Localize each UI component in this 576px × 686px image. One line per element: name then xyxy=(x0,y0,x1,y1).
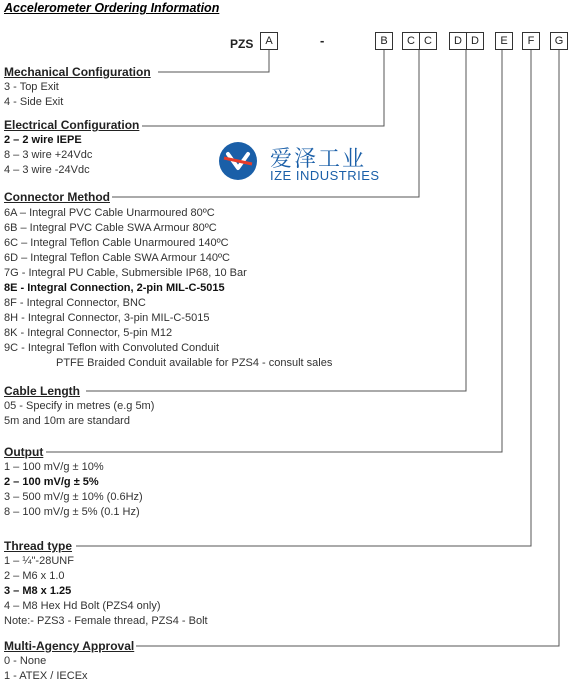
code-box-d1: D xyxy=(449,32,467,50)
heading-cable-length: Cable Length xyxy=(4,384,81,398)
heading-electrical: Electrical Configuration xyxy=(4,118,140,132)
code-box-c2: C xyxy=(419,32,437,50)
list-item: 8K - Integral Connector, 5-pin M12 xyxy=(4,327,173,339)
heading-output: Output xyxy=(4,445,44,459)
list-item: 1 – 100 mV/g ± 10% xyxy=(4,461,104,473)
code-box-c1: C xyxy=(402,32,420,50)
list-item: 6B – Integral PVC Cable SWA Armour 80ºC xyxy=(4,222,217,234)
list-item: 6A – Integral PVC Cable Unarmoured 80ºC xyxy=(4,207,215,219)
list-item: 7G - Integral PU Cable, Submersible IP68, 10 Bar xyxy=(4,267,247,279)
heading-mechanical: Mechanical Configuration xyxy=(4,65,151,79)
list-item: 8F - Integral Connector, BNC xyxy=(4,297,146,309)
code-box-f: F xyxy=(522,32,540,50)
list-item: PTFE Braided Conduit available for PZS4 - consult sales xyxy=(56,357,333,369)
list-item: 3 – 500 mV/g ± 10% (0.6Hz) xyxy=(4,491,143,503)
code-box-e: E xyxy=(495,32,513,50)
list-item: 2 – 100 mV/g ± 5% xyxy=(4,476,99,488)
code-dash: - xyxy=(320,33,325,48)
logo-chinese-name: 爱泽工业 xyxy=(270,147,367,172)
line-mechanical xyxy=(158,50,269,72)
heading-thread-type: Thread type xyxy=(4,539,73,553)
list-item: 5m and 10m are standard xyxy=(4,415,130,427)
line-electrical xyxy=(142,50,384,126)
list-item: 3 - Top Exit xyxy=(4,81,59,93)
list-item: 4 – M8 Hex Hd Bolt (PZS4 only) xyxy=(4,600,161,612)
list-item: 8 – 100 mV/g ± 5% (0.1 Hz) xyxy=(4,506,140,518)
list-item: 0 - None xyxy=(4,655,47,667)
code-box-d2: D xyxy=(466,32,484,50)
code-box-a: A xyxy=(260,32,278,50)
list-item: 8H - Integral Connector, 3-pin MIL-C-5015 xyxy=(4,312,210,324)
list-item: 9C - Integral Teflon with Convoluted Conduit xyxy=(4,342,220,354)
list-item: 8E - Integral Connection, 2-pin MIL-C-5015 xyxy=(4,282,225,294)
list-item: 6C – Integral Teflon Cable Unarmoured 140ºC xyxy=(4,237,229,249)
list-item: 6D – Integral Teflon Cable SWA Armour 140ºC xyxy=(4,252,230,264)
list-item: 2 – 2 wire IEPE xyxy=(4,134,82,146)
list-item: 3 – M8 x 1.25 xyxy=(4,585,72,597)
logo-english-name: IZE INDUSTRIES xyxy=(270,168,380,183)
list-item: 4 – 3 wire -24Vdc xyxy=(4,164,90,176)
list-item: Note:- PZS3 - Female thread, PZS4 - Bolt xyxy=(4,615,208,627)
page-title: Accelerometer Ordering Information xyxy=(4,1,220,15)
code-prefix: PZS xyxy=(230,37,254,51)
heading-connector: Connector Method xyxy=(4,190,110,204)
heading-approval: Multi-Agency Approval xyxy=(4,639,135,653)
line-cable-length xyxy=(86,50,466,391)
list-item: 1 – ¼"-28UNF xyxy=(4,555,74,567)
list-item: 05 - Specify in metres (e.g 5m) xyxy=(4,400,155,412)
code-box-g: G xyxy=(550,32,568,50)
list-item: 8 – 3 wire +24Vdc xyxy=(4,149,93,161)
list-item: 2 – M6 x 1.0 xyxy=(4,570,65,582)
code-box-b: B xyxy=(375,32,393,50)
list-item: 1 - ATEX / IECEx xyxy=(4,670,88,682)
list-item: 4 - Side Exit xyxy=(4,96,64,108)
line-output xyxy=(46,50,502,452)
